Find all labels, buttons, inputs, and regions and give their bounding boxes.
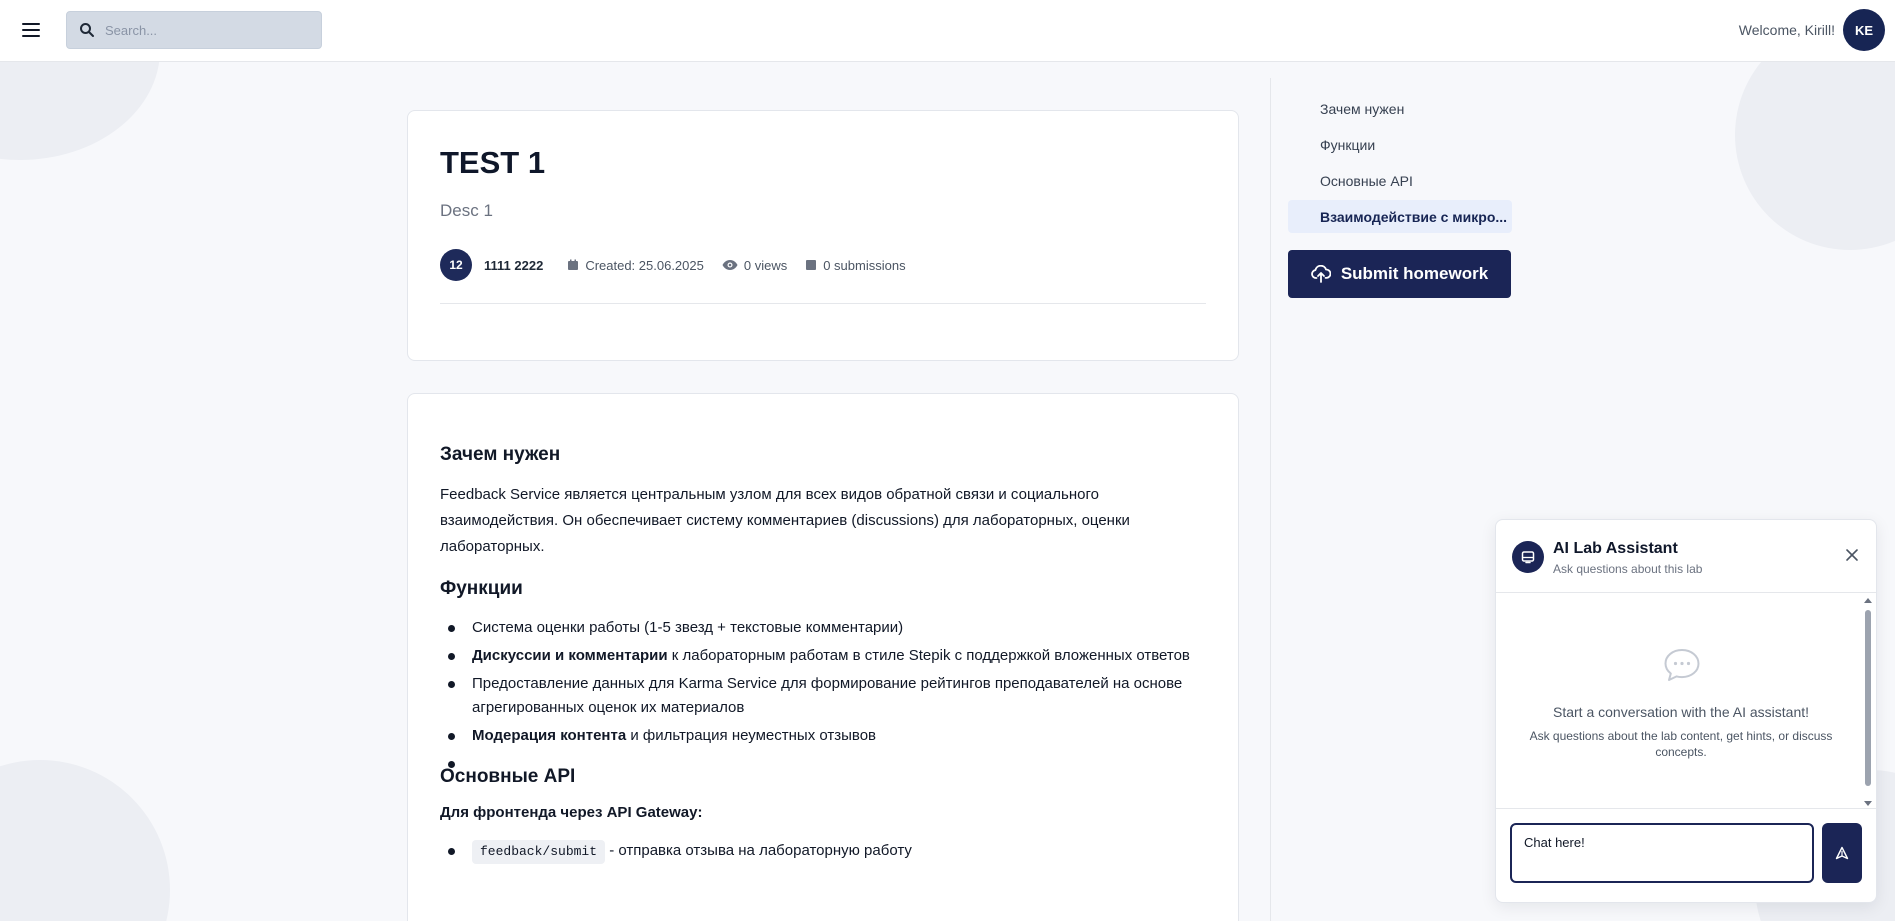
divider (440, 303, 1206, 304)
chat-empty-title: Start a conversation with the AI assistant! (1552, 704, 1810, 720)
chat-bubble-icon (1662, 647, 1702, 683)
send-icon (1835, 846, 1849, 860)
author-name: 1111 2222 (484, 257, 544, 273)
list-item-bold: Дискуссии и комментарии (472, 647, 668, 664)
avatar[interactable]: KE (1843, 9, 1885, 51)
lab-header-card (407, 110, 1239, 361)
toc-item-functions[interactable]: Функции (1320, 136, 1376, 153)
api-list (440, 839, 1210, 864)
robot-icon (1512, 541, 1544, 573)
chat-footer (1496, 808, 1876, 902)
list-item-text: Система оценки работы (1-5 звезд + текстовые комментарии) (472, 619, 904, 636)
section-heading: Основные API (440, 766, 576, 787)
list-item (440, 616, 1210, 640)
hamburger-menu-icon[interactable] (22, 20, 42, 40)
submit-homework-button[interactable] (1288, 250, 1511, 298)
page-title: TEST 1 (440, 145, 546, 180)
list-item (440, 839, 1210, 864)
search-icon (79, 22, 95, 38)
list-item-text: - отправка отзыва на лабораторную работу (605, 842, 912, 859)
chat-header (1496, 520, 1876, 593)
list-item (440, 672, 1210, 720)
eye-icon (722, 259, 738, 271)
views-count (722, 258, 787, 273)
chat-subtitle: Ask questions about this lab (1553, 562, 1703, 576)
calendar-icon (567, 259, 579, 271)
features-list (440, 616, 1210, 748)
lab-meta (440, 249, 924, 281)
chat-title: AI Lab Assistant (1553, 540, 1678, 557)
search-input[interactable] (105, 12, 315, 48)
list-item (440, 724, 1210, 748)
created-text: Created: 25.06.2025 (585, 257, 704, 273)
chat-input[interactable] (1510, 823, 1814, 883)
submissions-icon (805, 259, 817, 271)
chat-empty-description: Ask questions about the lab content, get hints, or discuss concepts. (1529, 729, 1833, 759)
api-endpoint: feedback/submit (472, 840, 605, 864)
ai-chat-panel (1495, 519, 1877, 903)
scroll-down-arrow-icon[interactable] (1864, 801, 1872, 806)
author-badge: 12 (440, 249, 472, 281)
send-button[interactable] (1822, 823, 1862, 883)
toc-item-api[interactable]: Основные API (1320, 172, 1413, 189)
submissions-count (805, 258, 905, 273)
lab-content (440, 444, 1210, 882)
submissions-text: 0 submissions (823, 257, 906, 273)
scroll-thumb[interactable] (1865, 610, 1871, 786)
rail-divider (1270, 78, 1271, 921)
section-heading: Функции (440, 578, 523, 599)
list-item-text: Предоставление данных для Karma Service для формирование рейтингов преподавателей на основе агрегированных оценок их материалов (472, 675, 1183, 716)
list-item-text: к лабораторным работам в стиле Stepik с поддержкой вложенных ответов (667, 647, 1190, 664)
toc-item-interaction[interactable]: Взаимодействие с микро... (1288, 200, 1512, 233)
lab-description: Desc 1 (440, 201, 493, 220)
table-of-contents (1288, 92, 1512, 236)
chat-messages (1496, 594, 1876, 810)
api-subheading: Для фронтенда через API Gateway: (440, 804, 703, 821)
section-paragraph: Feedback Service является центральным узлом для всех видов обратной связи и социального взаимодействия. Он обеспечивает систему комментариев (discussions) для лабораторных, оценки лабораторных. (440, 486, 1130, 555)
cloud-upload-icon (1311, 265, 1331, 283)
chat-scrollbar[interactable] (1863, 596, 1873, 808)
welcome-text: Welcome, Kirill! (1738, 22, 1835, 38)
lab-content-card (407, 393, 1239, 921)
views-text: 0 views (743, 257, 788, 273)
submit-homework-label: Submit homework (1340, 264, 1489, 283)
top-bar (0, 0, 1895, 62)
list-item-text: и фильтрация неуместных отзывов (626, 727, 877, 744)
close-icon[interactable] (1844, 547, 1860, 563)
scroll-up-arrow-icon[interactable] (1864, 598, 1872, 603)
background-decor (0, 760, 170, 921)
toc-item-why[interactable]: Зачем нужен (1320, 100, 1405, 117)
search-box[interactable] (66, 11, 322, 49)
section-heading: Зачем нужен (440, 444, 561, 465)
created-date (567, 258, 704, 273)
list-item (440, 644, 1210, 668)
list-item-bold: Модерация контента (472, 727, 627, 744)
